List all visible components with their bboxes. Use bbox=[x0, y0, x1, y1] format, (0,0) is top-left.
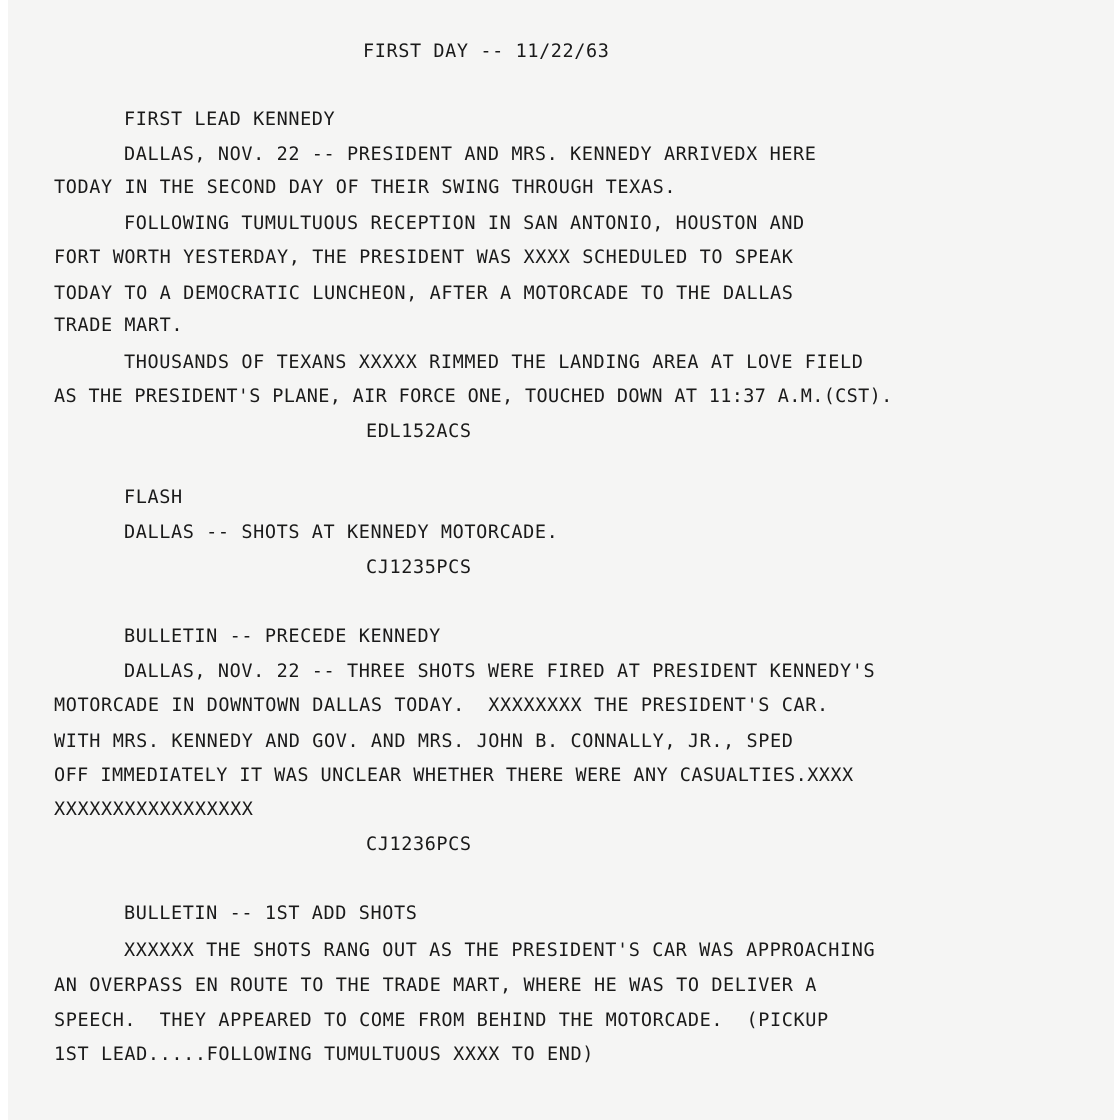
story-line: TRADE MART. bbox=[54, 315, 184, 336]
teletype-sheet bbox=[8, 0, 1114, 1120]
story-line: 1ST LEAD.....FOLLOWING TUMULTUOUS XXXX TO END) bbox=[54, 1044, 594, 1065]
story-line: AS THE PRESIDENT'S PLANE, AIR FORCE ONE, TOUCHED DOWN AT 11:37 A.M.(CST). bbox=[54, 386, 893, 407]
story-line: FORT WORTH YESTERDAY, THE PRESIDENT WAS XXXX SCHEDULED TO SPEAK bbox=[54, 247, 794, 268]
story-line: THOUSANDS OF TEXANS XXXXX RIMMED THE LANDING AREA AT LOVE FIELD bbox=[124, 352, 864, 373]
story-slug: FIRST LEAD KENNEDY bbox=[124, 109, 336, 130]
story-line: SPEECH. THEY APPEARED TO COME FROM BEHIND THE MOTORCADE. (PICKUP bbox=[54, 1010, 829, 1031]
story-line: TODAY TO A DEMOCRATIC LUNCHEON, AFTER A MOTORCADE TO THE DALLAS bbox=[54, 283, 794, 304]
story-line: XXXXXX THE SHOTS RANG OUT AS THE PRESIDENT'S CAR WAS APPROACHING bbox=[124, 940, 876, 961]
page-title: FIRST DAY -- 11/22/63 bbox=[363, 41, 610, 62]
transmission-code: EDL152ACS bbox=[366, 421, 472, 442]
story-line: MOTORCADE IN DOWNTOWN DALLAS TODAY. XXXXXXXX THE PRESIDENT'S CAR. bbox=[54, 695, 829, 716]
story-line: AN OVERPASS EN ROUTE TO THE TRADE MART, WHERE HE WAS TO DELIVER A bbox=[54, 975, 817, 996]
story-line: WITH MRS. KENNEDY AND GOV. AND MRS. JOHN B. CONNALLY, JR., SPED bbox=[54, 731, 794, 752]
transmission-code: CJ1236PCS bbox=[366, 834, 472, 855]
story-line: DALLAS -- SHOTS AT KENNEDY MOTORCADE. bbox=[124, 522, 559, 543]
story-slug: BULLETIN -- PRECEDE KENNEDY bbox=[124, 626, 441, 647]
story-line: XXXXXXXXXXXXXXXXX bbox=[54, 799, 254, 820]
story-line: TODAY IN THE SECOND DAY OF THEIR SWING THROUGH TEXAS. bbox=[54, 177, 677, 198]
story-slug: FLASH bbox=[124, 487, 183, 508]
story-line: DALLAS, NOV. 22 -- PRESIDENT AND MRS. KENNEDY ARRIVEDX HERE bbox=[124, 144, 817, 165]
story-slug: BULLETIN -- 1ST ADD SHOTS bbox=[124, 903, 418, 924]
story-line: DALLAS, NOV. 22 -- THREE SHOTS WERE FIRED AT PRESIDENT KENNEDY'S bbox=[124, 661, 876, 682]
transmission-code: CJ1235PCS bbox=[366, 557, 472, 578]
story-line: FOLLOWING TUMULTUOUS RECEPTION IN SAN ANTONIO, HOUSTON AND bbox=[124, 213, 805, 234]
story-line: OFF IMMEDIATELY IT WAS UNCLEAR WHETHER THERE WERE ANY CASUALTIES.XXXX bbox=[54, 765, 854, 786]
